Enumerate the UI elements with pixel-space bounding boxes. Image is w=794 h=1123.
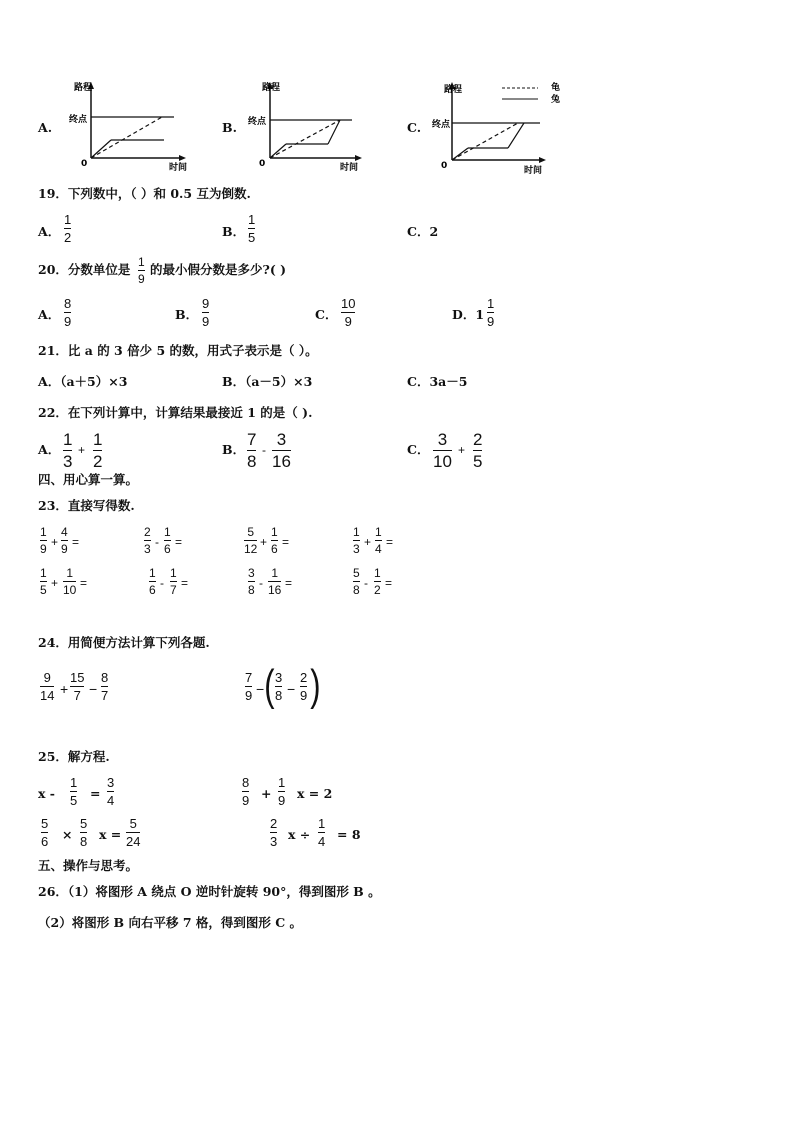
q19-option-b-label: B． bbox=[222, 224, 246, 239]
q21-option-c: C．3a－5 bbox=[407, 374, 468, 389]
y-axis-label: 路程 bbox=[262, 83, 281, 93]
q22-a-operator: + bbox=[78, 443, 86, 457]
q20-stem-post: 的最小假分数是多少?( ) bbox=[150, 262, 287, 277]
q20-option-d-fraction: 1 9 bbox=[487, 296, 495, 329]
legend-rabbit: 兔 bbox=[551, 95, 561, 105]
distance-time-graph-c bbox=[430, 80, 570, 176]
q22-b-operator: - bbox=[262, 443, 266, 457]
option-label: C. bbox=[407, 120, 422, 135]
q20-option-a-fraction: 8 9 bbox=[64, 296, 72, 329]
q21-option-a: A．（a＋5）×3 bbox=[38, 374, 128, 389]
finish-label: 终点 bbox=[432, 120, 451, 130]
q22-option-c-label: C． bbox=[407, 442, 430, 457]
left-paren: ( bbox=[264, 661, 275, 710]
q19-option-c: C．2 bbox=[407, 224, 439, 239]
q22-b-fraction-1: 7 8 bbox=[247, 430, 257, 471]
q22-c-operator: + bbox=[458, 443, 466, 457]
q19-option-a-label: A． bbox=[38, 224, 61, 239]
q20-option-a-label: A． bbox=[38, 307, 61, 322]
q22-a-fraction-1: 1 3 bbox=[63, 430, 73, 471]
q20-option-b-fraction: 9 9 bbox=[202, 296, 210, 329]
q21-option-b: B．（a－5）×3 bbox=[222, 374, 313, 389]
q24-stem: 24．用简便方法计算下列各题. bbox=[38, 635, 210, 650]
q26-line-2: （2）将图形 B 向右平移 7 格，得到图形 C 。 bbox=[38, 915, 303, 930]
q20-option-b-label: B． bbox=[175, 307, 199, 322]
q22-option-b-label: B． bbox=[222, 442, 246, 457]
q22-c-fraction-2: 2 5 bbox=[473, 430, 483, 471]
q22-a-fraction-2: 1 2 bbox=[93, 430, 103, 471]
option-label: A. bbox=[38, 120, 53, 135]
x-axis-label: 时间 bbox=[524, 166, 543, 176]
q20-option-c-label: C． bbox=[315, 307, 338, 322]
q26-line-1: 26．（1）将图形 A 绕点 O 逆时针旋转 90°，得到图形 B 。 bbox=[38, 884, 381, 899]
q25-stem: 25．解方程. bbox=[38, 749, 110, 764]
origin-label: 0 bbox=[259, 159, 266, 169]
q22-c-fraction-1: 3 10 bbox=[433, 430, 452, 471]
option-label: B. bbox=[222, 120, 237, 135]
q20-option-d-label: D．1 bbox=[452, 307, 485, 322]
y-axis-label: 路程 bbox=[444, 85, 463, 95]
x-axis-label: 时间 bbox=[169, 163, 188, 173]
distance-time-graph-a bbox=[69, 80, 189, 173]
x-axis-label: 时间 bbox=[340, 163, 359, 173]
q22-stem: 22．在下列计算中，计算结果最接近 1 的是（ ). bbox=[38, 405, 313, 420]
q20-option-c-fraction: 10 9 bbox=[341, 296, 356, 329]
q19-option-a-fraction: 1 2 bbox=[64, 212, 72, 245]
q22-option-a-label: A． bbox=[38, 442, 61, 457]
q19-option-b-fraction: 1 5 bbox=[248, 212, 256, 245]
section-5-heading: 五、操作与思考。 bbox=[38, 858, 139, 873]
q19-stem: 19．下列数中，（ ）和 0.5 互为倒数. bbox=[38, 186, 251, 201]
q20-unit-fraction: 1 9 bbox=[138, 255, 145, 286]
finish-label: 终点 bbox=[248, 117, 267, 127]
q23-stem: 23．直接写得数. bbox=[38, 498, 135, 513]
origin-label: 0 bbox=[441, 161, 448, 171]
q22-b-fraction-2: 3 16 bbox=[272, 430, 291, 471]
y-axis-label: 路程 bbox=[74, 83, 93, 93]
right-paren: ) bbox=[310, 661, 321, 710]
distance-time-graph-b bbox=[250, 80, 365, 172]
finish-label: 终点 bbox=[69, 115, 88, 125]
q20-stem-pre: 20．分数单位是 bbox=[38, 262, 131, 277]
q21-stem: 21．比 a 的 3 倍少 5 的数，用式子表示是（ ）。 bbox=[38, 343, 318, 358]
section-4-heading: 四、用心算一算。 bbox=[38, 472, 139, 487]
legend-tortoise: 龟 bbox=[551, 83, 561, 93]
origin-label: 0 bbox=[81, 159, 88, 169]
